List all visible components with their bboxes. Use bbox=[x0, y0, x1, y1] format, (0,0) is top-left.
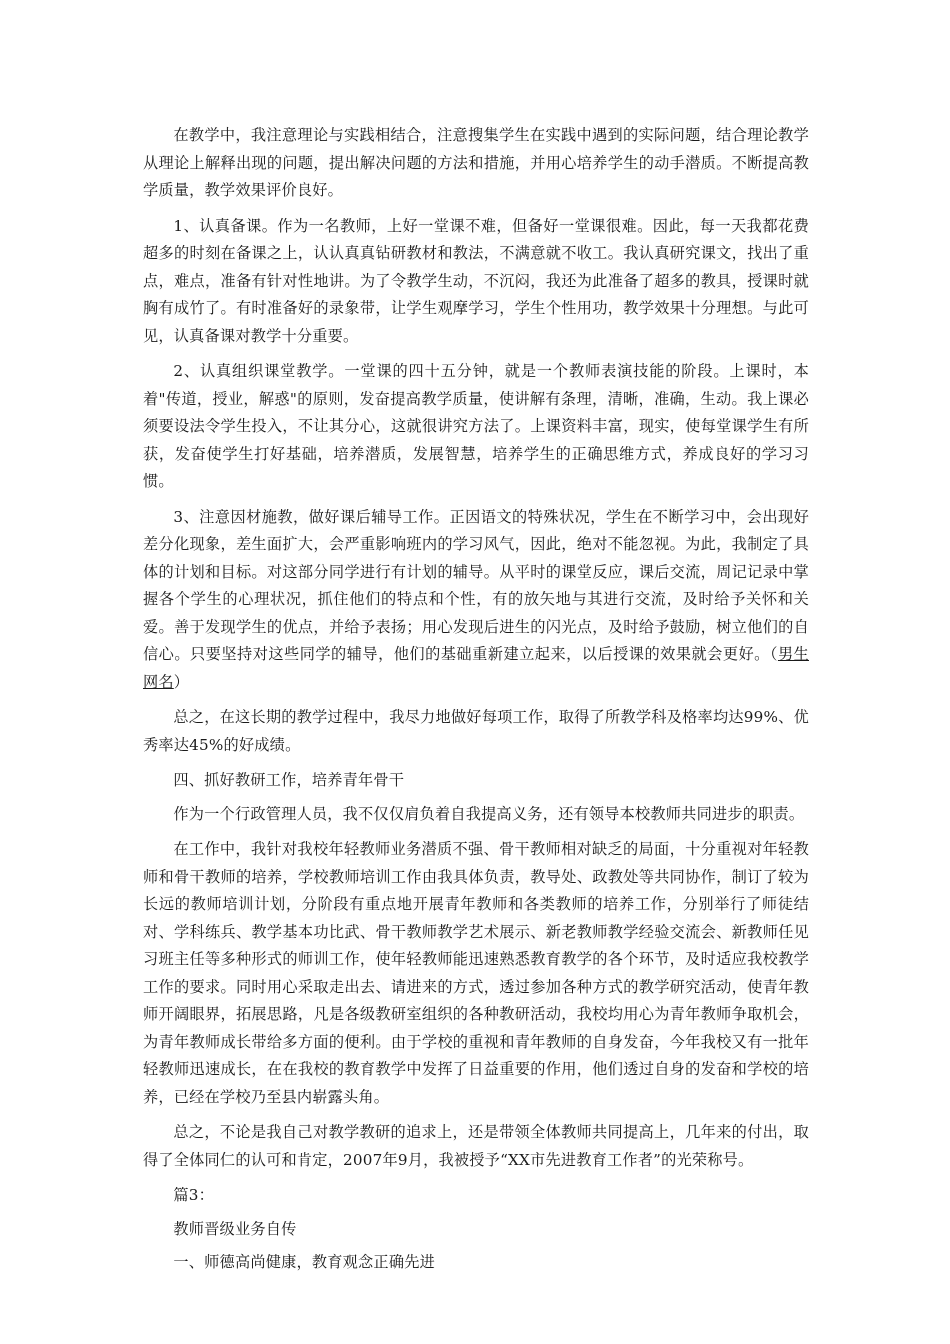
chapter-title: 教师晋级业务自传 bbox=[173, 1219, 297, 1238]
paragraph-item-3 bbox=[143, 504, 809, 697]
section-heading-4: 四、抓好教研工作，培养青年骨干 bbox=[173, 771, 405, 789]
paragraph-item-2: 2、认真组织课堂教学。一堂课的四十五分钟，就是一个教师表演技能的阶段。上课时，本着"传道，授业，解惑"的原则，发奋提高教学质量，使讲解有条理，清晰，准确，生动。我上课必须要设法令学生投入，不让其分心，这就很讲究方法了。上课资料丰富，现实，使每堂课学生有所获，发奋使学生打好基础，培养潜质，发展智慧，培养学生的正确思维方式，养成良好的学习习惯。 bbox=[143, 362, 809, 490]
paragraph-summary-1: 总之，在这长期的教学过程中，我尽力地做好每项工作，取得了所教学科及格率均达99%、优秀率达45%的好成绩。 bbox=[143, 708, 809, 754]
paragraph-role: 作为一个行政管理人员，我不仅仅肩负着自我提高义务，还有领导本校教师共同进步的职责。 bbox=[173, 804, 805, 823]
chapter-label: 篇3： bbox=[173, 1186, 215, 1204]
document-body bbox=[143, 122, 809, 1283]
link-close-paren: ） bbox=[173, 672, 190, 691]
paragraph-item-1: 1、认真备课。作为一名教师，上好一堂课不难，但备好一堂课很难。因此，每一天我都花费超多的时刻在备课之上，认认真真钻研教材和教法，不满意就不收工。我认真研究课文，找出了重点，难点，准备有针对性地讲。为了令教学生动，不沉闷，我还为此准备了超多的教具，授课时就胸有成竹了。有时准备好的录象带，让学生观摩学习，学生个性用功，教学效果十分理想。与此可见，认真备课对教学十分重要。 bbox=[143, 216, 809, 345]
paragraph-item-3-text: 3、注意因材施教，做好课后辅导工作。正因语文的特殊状况，学生在不断学习中，会出现好差分化现象，差生面扩大，会严重影响班内的学习风气，因此，绝对不能忽视。为此，我制定了具体的计划和目标。对这部分同学进行有计划的辅导。从平时的课堂反应，课后交流，周记记录中掌握各个学生的心理状况，抓住他们的特点和个性，有的放矢地与其进行交流，及时给予关怀和关爱。善于发现学生的优点，并给予表扬；用心发现后进生的闪光点，及时给予鼓励，树立他们的自信心。只要坚持对这些同学的辅导，他们的基础重新建立起来，以后授课的效果就会更好。 bbox=[143, 507, 809, 663]
paragraph-training: 在工作中，我针对我校年轻教师业务潜质不强、骨干教师相对缺乏的局面，十分重视对年轻教师和骨干教师的培养，学校教师培训工作由我具体负责，教导处、政教处等共同协作，制订了较为长远的教师培训计划，分阶段有重点地开展青年教师和各类教师的培养工作，分别举行了师徒结对、学科练兵、教学基本功比武、骨干教师教学艺术展示、新老教师教学经验交流会、新教师任见习班主任等多种形式的师训工作，使年轻教师能迅速熟悉教育教学的各个环节，及时适应我校教学工作的要求。同时用心采取走出去、请进来的方式，透过参加各种方式的教学研究活动，使青年教师开阔眼界，拓展思路，凡是各级教研室组织的各种教研活动，我校均用心为青年教师争取机会，为青年教师成长带给多方面的便利。由于学校的重视和青年教师的自身发奋，今年我校又有一批年轻教师迅速成长，在在我校的教育教学中发挥了日益重要的作用，他们透过自身的发奋和学校的培养，已经在学校乃至县内崭露头角。 bbox=[143, 840, 809, 1106]
link-open-paren: （ bbox=[769, 645, 778, 663]
paragraph-summary-2: 总之，不论是我自己对教学教研的追求上，还是带领全体教师共同提高上，几年来的付出，取得了全体同仁的认可和肯定，2007年9月，我被授予“XX市先进教育工作者”的光荣称号。 bbox=[143, 1123, 809, 1169]
related-link[interactable]: 男生网名 bbox=[143, 645, 809, 691]
paragraph-intro: 在教学中，我注意理论与实践相结合，注意搜集学生在实践中遇到的实际问题，结合理论教学从理论上解释出现的问题，提出解决问题的方法和措施，并用心培养学生的动手潜质。不断提高教学质量，教学效果评价良好。 bbox=[143, 126, 809, 199]
section-heading-1: 一、师德高尚健康，教育观念正确先进 bbox=[173, 1253, 435, 1271]
